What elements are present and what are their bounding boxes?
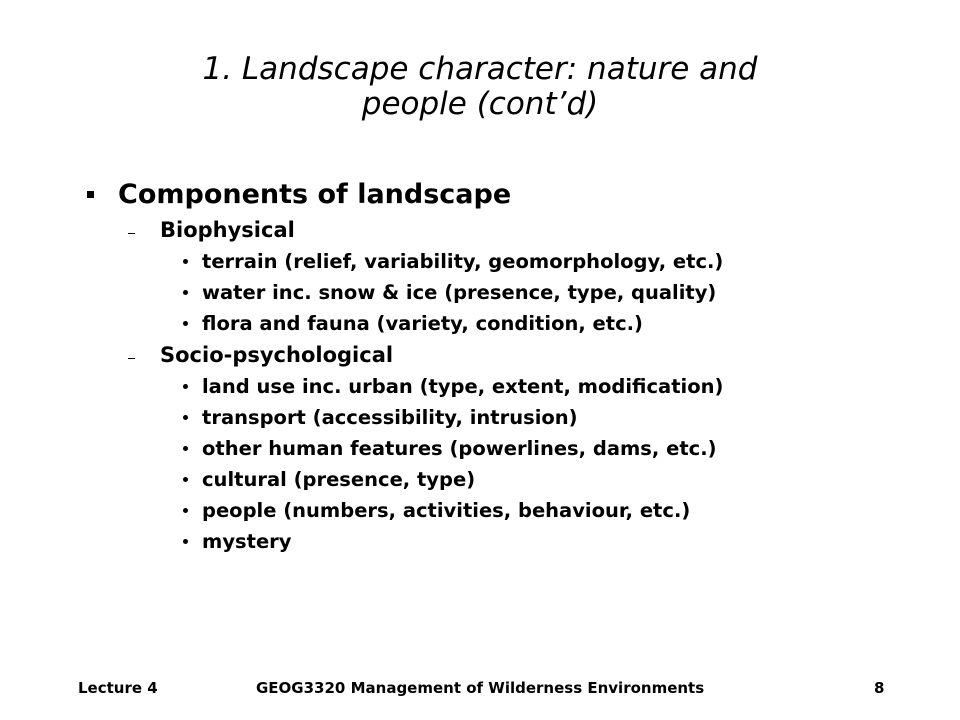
heading-components [84,174,904,214]
section-label: Biophysical [160,218,295,242]
list-item [183,526,904,557]
list-item [183,402,904,433]
list-item-text: flora and fauna (variety, condition, etc.) [202,312,643,335]
list-item [183,371,904,402]
footer-lecture: Lecture 4 [78,679,158,697]
dot-bullet-icon [183,446,188,451]
section-biophysical [128,214,904,246]
slide-content [84,174,904,557]
square-bullet-icon [87,191,94,198]
list-item-text: people (numbers, activities, behaviour, etc.) [202,499,691,522]
list-item [183,277,904,308]
footer-page-number: 8 [874,679,885,697]
dot-bullet-icon [183,259,188,264]
dot-bullet-icon [183,539,188,544]
list-item-text: cultural (presence, type) [202,468,476,491]
dash-bullet-icon [128,233,135,234]
list-item [183,308,904,339]
dot-bullet-icon [183,508,188,513]
list-item-text: transport (accessibility, intrusion) [202,406,578,429]
list-item [183,246,904,277]
list-item-text: terrain (relief, variability, geomorphology, etc.) [202,250,724,273]
list-item-text: water inc. snow & ice (presence, type, quality) [202,281,717,304]
section-label: Socio-psychological [160,343,394,367]
slide-title-line-1: 1. Landscape character: nature and [202,51,758,87]
dash-bullet-icon [128,358,135,359]
list-item-text: other human features (powerlines, dams, etc.) [202,437,717,460]
heading-text: Components of landscape [118,178,512,210]
dot-bullet-icon [183,321,188,326]
dot-bullet-icon [183,290,188,295]
slide-title [60,52,900,123]
section-socio-psychological [128,339,904,371]
dot-bullet-icon [183,477,188,482]
list-item [183,433,904,464]
dot-bullet-icon [183,384,188,389]
list-item-text: land use inc. urban (type, extent, modification) [202,375,724,398]
slide-title-line-2: people (cont’d) [361,86,599,123]
footer-course-title: GEOG3320 Management of Wilderness Environments [256,679,705,697]
slide-footer [0,679,960,703]
list-item [183,495,904,526]
list-item-text: mystery [202,530,292,553]
list-item [183,464,904,495]
dot-bullet-icon [183,415,188,420]
